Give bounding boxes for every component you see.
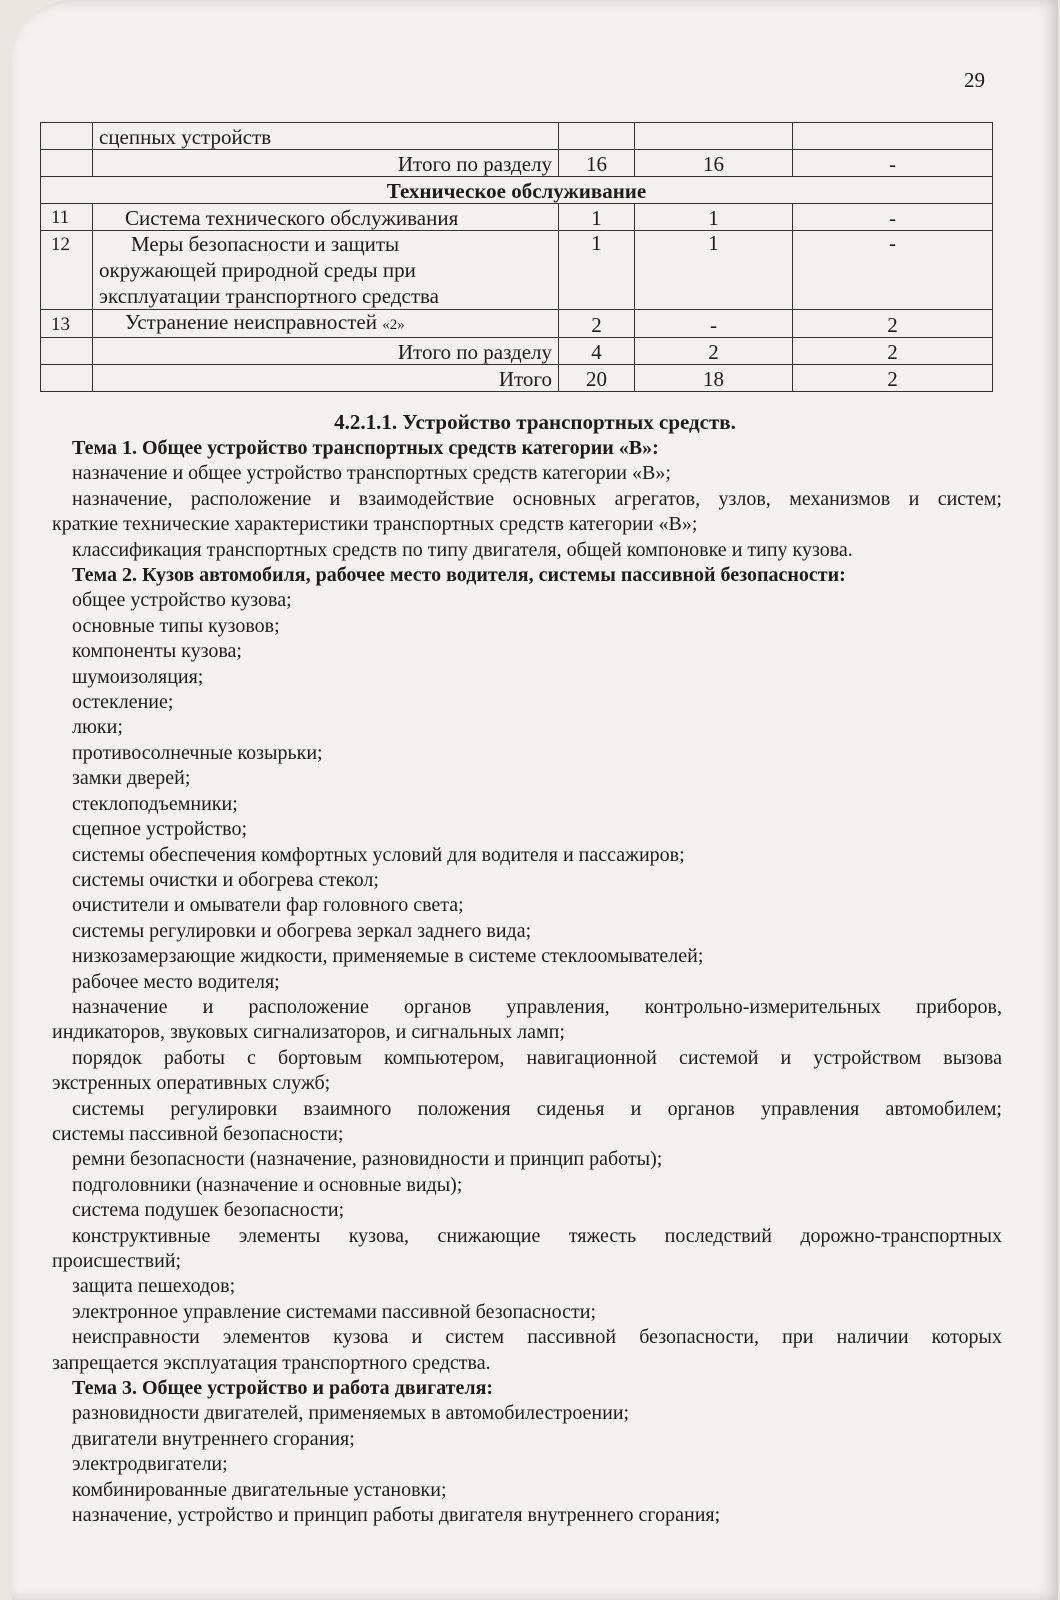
row-hours-theory: 18 bbox=[635, 365, 793, 392]
row-name: сцепных устройств bbox=[93, 123, 559, 150]
row-hours-practice: - bbox=[793, 204, 993, 231]
row-hours-total: 1 bbox=[559, 204, 635, 231]
list-item: индикаторов, звуковых сигнализаторов, и сигнальных ламп; bbox=[52, 1021, 565, 1044]
row-hours-practice: 2 bbox=[793, 338, 993, 365]
list-item: ремни безопасности (назначение, разновидности и принцип работы); bbox=[72, 1148, 663, 1171]
row-note: «2» bbox=[382, 317, 405, 333]
list-item: низкозамерзающие жидкости, применяемые в системе стеклоомывателей; bbox=[72, 945, 704, 968]
row-name-text: Устранение неисправностей bbox=[125, 310, 377, 334]
list-item: классификация транспортных средств по типу двигателя, общей компоновке и типу кузова. bbox=[72, 538, 853, 561]
list-item: компоненты кузова; bbox=[72, 640, 242, 663]
table-row bbox=[41, 365, 993, 392]
list-item: назначение и расположение органов управления, контрольно-измерительных приборов, bbox=[72, 995, 1002, 1018]
table-row bbox=[41, 150, 993, 177]
row-hours-total: 1 bbox=[559, 231, 635, 310]
topic-heading: Тема 2. Кузов автомобиля, рабочее место водителя, системы пассивной безопасности: bbox=[72, 564, 846, 587]
subsection-heading: 4.2.1.1. Устройство транспортных средств. bbox=[334, 410, 736, 434]
table-row bbox=[41, 204, 993, 231]
row-hours-theory: 2 bbox=[635, 338, 793, 365]
list-item: системы регулировки и обогрева зеркал заднего вида; bbox=[72, 919, 532, 942]
row-name-line: эксплуатации транспортного средства bbox=[99, 284, 439, 308]
row-hours-total: 20 bbox=[559, 365, 635, 392]
list-item: общее устройство кузова; bbox=[72, 589, 292, 612]
list-item: назначение, устройство и принцип работы двигателя внутреннего сгорания; bbox=[72, 1504, 721, 1527]
topic-heading: Тема 1. Общее устройство транспортных средств категории «В»: bbox=[72, 437, 659, 459]
table-row bbox=[41, 338, 993, 365]
list-item: электродвигатели; bbox=[72, 1453, 228, 1476]
list-item: назначение, расположение и взаимодействие основных агрегатов, узлов, механизмов и систем; bbox=[72, 487, 1002, 510]
list-item: шумоизоляция; bbox=[72, 665, 204, 688]
list-item: основные типы кузовов; bbox=[72, 614, 280, 637]
list-item: система подушек безопасности; bbox=[72, 1199, 345, 1222]
list-item: очистители и омыватели фар головного света; bbox=[72, 894, 464, 917]
row-name: Итого bbox=[93, 365, 559, 392]
list-item: стеклоподъемники; bbox=[72, 792, 238, 815]
list-item: системы пассивной безопасности; bbox=[52, 1122, 344, 1145]
row-num bbox=[41, 338, 93, 365]
row-hours-practice: - bbox=[793, 150, 993, 177]
row-num bbox=[41, 150, 93, 177]
list-item: защита пешеходов; bbox=[72, 1275, 236, 1298]
page-number: 29 bbox=[964, 68, 985, 92]
row-hours-total: 2 bbox=[559, 310, 635, 338]
list-item: экстренных оперативных служб; bbox=[52, 1072, 331, 1095]
row-name-line: окружающей природной среды при bbox=[99, 258, 416, 282]
topic-heading: Тема 3. Общее устройство и работа двигателя: bbox=[72, 1377, 494, 1400]
row-hours-practice: 2 bbox=[793, 365, 993, 392]
list-item: конструктивные элементы кузова, снижающие тяжесть последствий дорожно-транспортных bbox=[72, 1224, 1002, 1247]
list-item: комбинированные двигательные установки; bbox=[72, 1478, 447, 1501]
list-item: замки дверей; bbox=[72, 767, 191, 790]
list-item: остекление; bbox=[72, 691, 174, 714]
row-hours-theory: 1 bbox=[635, 204, 793, 231]
row-hours-theory: - bbox=[635, 310, 793, 338]
row-num: 12 bbox=[41, 231, 93, 310]
list-item: подголовники (назначение и основные виды); bbox=[72, 1173, 463, 1196]
row-hours-practice: - bbox=[793, 231, 993, 310]
list-item: сцепное устройство; bbox=[72, 818, 248, 841]
row-hours-practice bbox=[793, 123, 993, 150]
hours-table bbox=[40, 122, 993, 392]
table-row bbox=[41, 231, 993, 310]
row-hours-theory: 1 bbox=[635, 231, 793, 310]
row-name bbox=[93, 310, 559, 338]
row-num bbox=[41, 123, 93, 150]
row-hours-theory: 16 bbox=[635, 150, 793, 177]
table-row bbox=[41, 123, 993, 150]
row-name: Итого по разделу bbox=[93, 150, 559, 177]
row-hours-theory bbox=[635, 123, 793, 150]
row-name bbox=[93, 231, 559, 310]
row-name-line: Меры безопасности и защиты bbox=[131, 232, 400, 256]
row-hours-total: 16 bbox=[559, 150, 635, 177]
list-item: краткие технические характеристики транспортных средств категории «В»; bbox=[52, 513, 698, 536]
row-num: 11 bbox=[41, 204, 93, 231]
list-item: неисправности элементов кузова и систем пассивной безопасности, при наличии которых bbox=[72, 1326, 1002, 1349]
list-item: системы обеспечения комфортных условий для водителя и пассажиров; bbox=[72, 843, 685, 866]
list-item: системы очистки и обогрева стекол; bbox=[72, 868, 379, 891]
row-hours-total: 4 bbox=[559, 338, 635, 365]
list-item: порядок работы с бортовым компьютером, навигационной системой и устройством вызова bbox=[72, 1046, 1002, 1069]
list-item: противосолнечные козырьки; bbox=[72, 741, 323, 764]
row-name: Система технического обслуживания bbox=[93, 204, 559, 231]
list-item: запрещается эксплуатация транспортного средства. bbox=[52, 1351, 491, 1374]
row-hours-practice: 2 bbox=[793, 310, 993, 338]
document-page bbox=[12, 0, 1058, 1600]
row-num: 13 bbox=[41, 310, 93, 338]
list-item: назначение и общее устройство транспортных средств категории «В»; bbox=[72, 462, 671, 485]
row-hours-total bbox=[559, 123, 635, 150]
list-item: двигатели внутреннего сгорания; bbox=[72, 1427, 355, 1450]
body-text bbox=[52, 436, 1002, 1528]
list-item: электронное управление системами пассивной безопасности; bbox=[72, 1300, 597, 1323]
list-item: происшествий; bbox=[52, 1250, 182, 1272]
row-num bbox=[41, 365, 93, 392]
table-section-row bbox=[41, 177, 993, 204]
list-item: люки; bbox=[72, 716, 123, 739]
table-row bbox=[41, 310, 993, 338]
row-name: Итого по разделу bbox=[93, 338, 559, 365]
section-title: Техническое обслуживание bbox=[41, 177, 993, 204]
list-item: разновидности двигателей, применяемых в автомобилестроении; bbox=[72, 1402, 630, 1425]
list-item: системы регулировки взаимного положения сиденья и органов управления автомобилем; bbox=[72, 1097, 1002, 1120]
list-item: рабочее место водителя; bbox=[72, 970, 280, 993]
